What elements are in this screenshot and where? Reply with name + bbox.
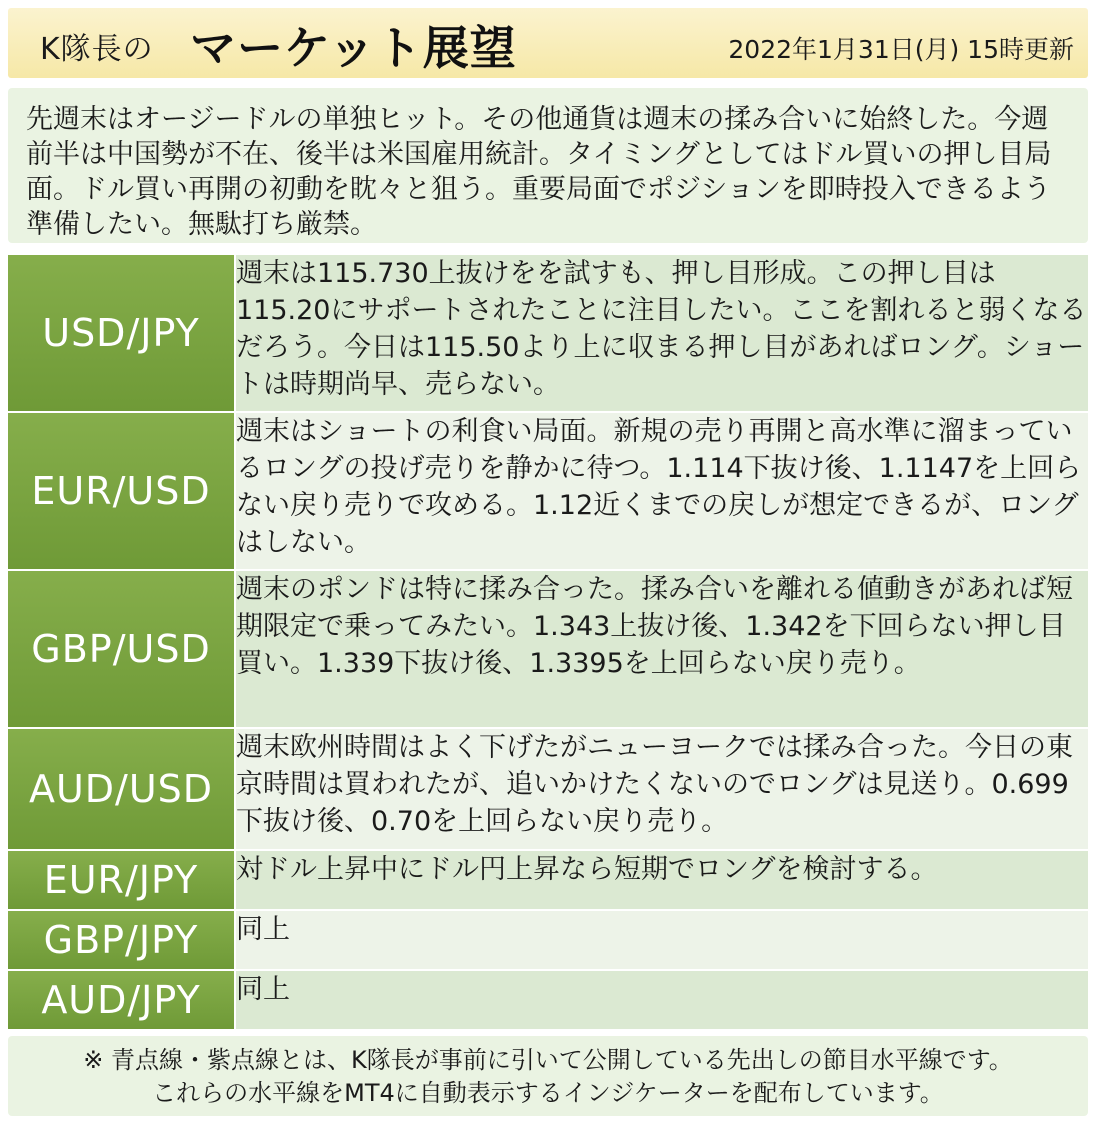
header-banner xyxy=(8,8,1088,78)
table-row xyxy=(8,851,1088,911)
pair-comment: 同上 xyxy=(236,971,1088,1031)
pair-name: GBP/USD xyxy=(8,571,236,729)
pair-name: EUR/USD xyxy=(8,413,236,571)
currency-pair-table xyxy=(8,255,1088,1031)
table-row xyxy=(8,571,1088,729)
market-summary: 先週末はオージードルの単独ヒット。その他通貨は週末の揉み合いに始終した。今週前半は中国勢が不在、後半は米国雇用統計。タイミングとしてはドル買いの押し目局面。ドル買い再開の初動を眈々と狙う。重要局面でポジションを即時投入できるよう準備したい。無駄打ち厳禁。 xyxy=(8,88,1088,243)
footnote-line-2: これらの水平線をMT4に自動表示するインジケーターを配布しています。 xyxy=(152,1079,944,1107)
table-row xyxy=(8,255,1088,413)
update-date: 2022年1月31日(月) 15時更新 xyxy=(728,35,1074,64)
footnote xyxy=(8,1036,1088,1116)
pair-name: AUD/USD xyxy=(8,729,236,851)
footnote-line-1: ※ 青点線・紫点線とは、K隊長が事前に引いて公開している先出しの節目水平線です。 xyxy=(83,1046,1013,1074)
pair-comment: 週末欧州時間はよく下げたがニューヨークでは揉み合った。今日の東京時間は買われたが、追いかけたくないのでロングは見送り。0.699下抜け後、0.70を上回らない戻り売り。 xyxy=(236,729,1088,851)
table-row xyxy=(8,729,1088,851)
pair-name: AUD/JPY xyxy=(8,971,236,1031)
pair-comment: 週末は115.730上抜けをを試すも、押し目形成。この押し目は115.20にサポートされたことに注目したい。ここを割れると弱くなるだろう。今日は115.50より上に収まる押し目があればロング。ショートは時期尚早、売らない。 xyxy=(236,255,1088,413)
pair-name: EUR/JPY xyxy=(8,851,236,911)
brand-prefix: K隊長の xyxy=(40,32,154,67)
pair-name: USD/JPY xyxy=(8,255,236,413)
pair-comment: 対ドル上昇中にドル円上昇なら短期でロングを検討する。 xyxy=(236,851,1088,911)
table-row xyxy=(8,911,1088,971)
pair-comment: 同上 xyxy=(236,911,1088,971)
table-row xyxy=(8,971,1088,1031)
table-row xyxy=(8,413,1088,571)
pair-comment: 週末はショートの利食い局面。新規の売り再開と高水準に溜まっているロングの投げ売りを静かに待つ。1.114下抜け後、1.1147を上回らない戻り売りで攻める。1.12近くまでの戻しが想定できるが、ロングはしない。 xyxy=(236,413,1088,571)
pair-name: GBP/JPY xyxy=(8,911,236,971)
page-title: マーケット展望 xyxy=(190,21,517,75)
pair-comment: 週末のポンドは特に揉み合った。揉み合いを離れる値動きがあれば短期限定で乗ってみたい。1.343上抜け後、1.342を下回らない押し目買い。1.339下抜け後、1.3395を上回らない戻り売り。 xyxy=(236,571,1088,729)
